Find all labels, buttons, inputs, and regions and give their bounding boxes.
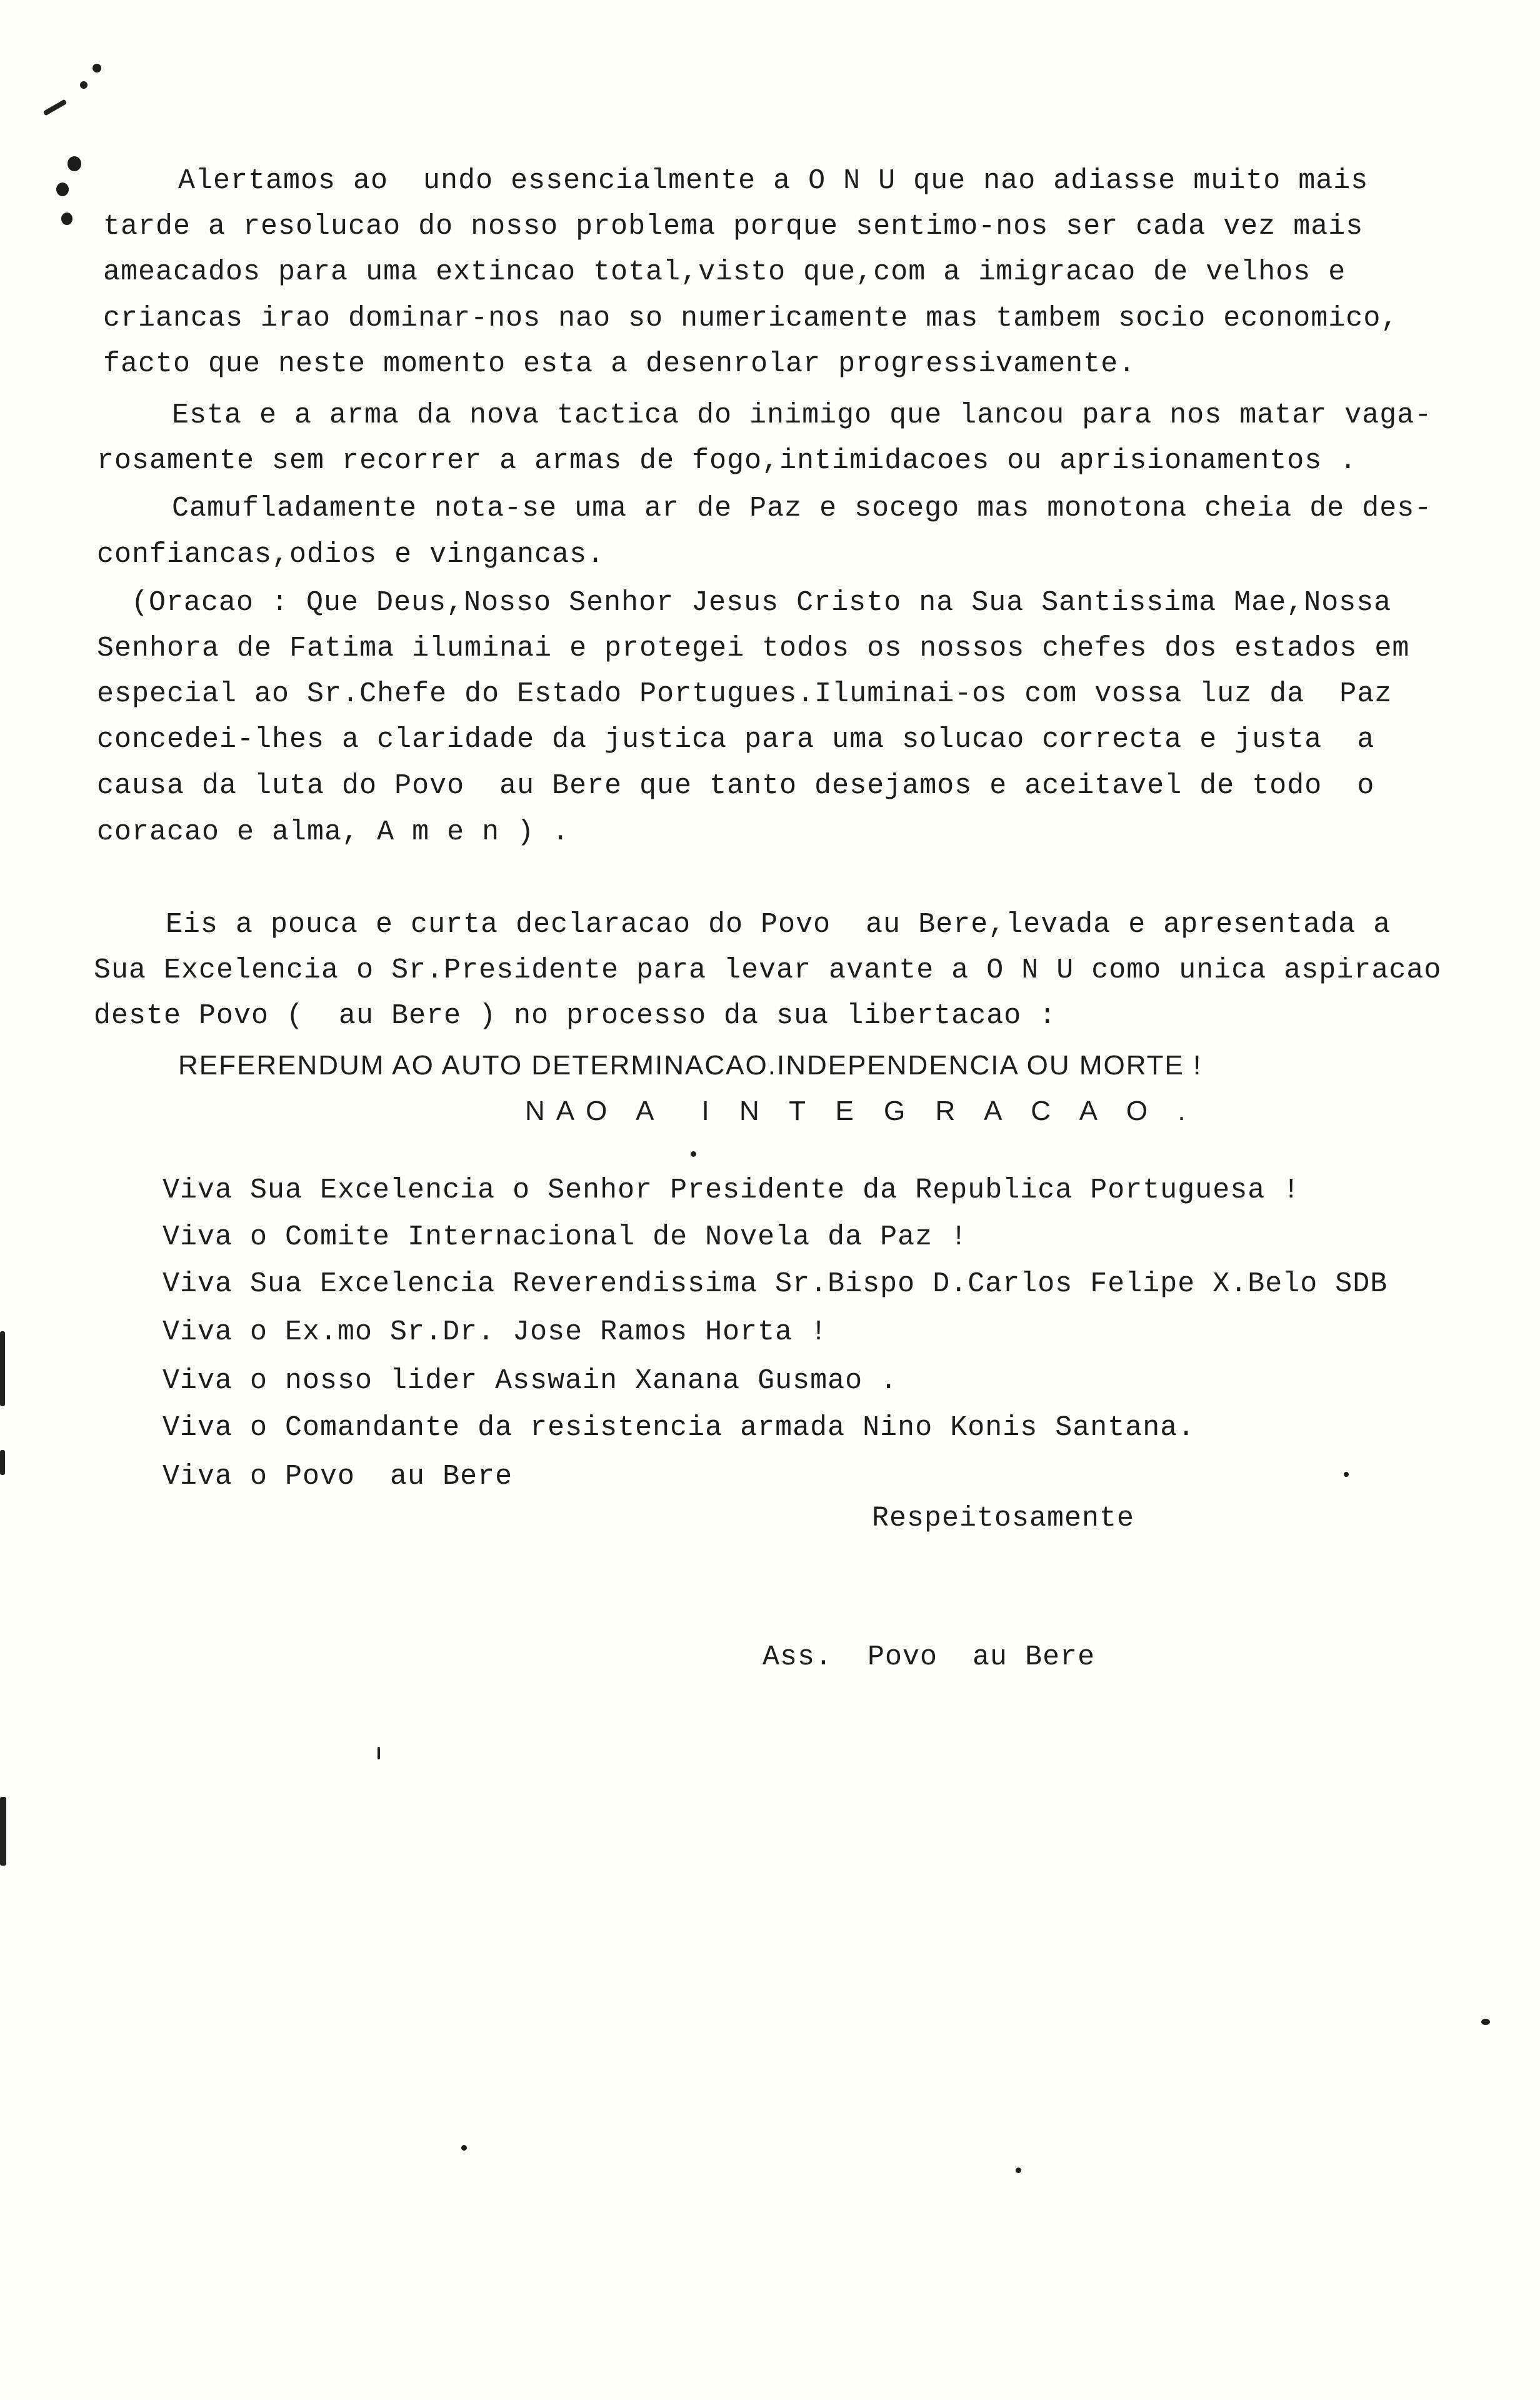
p4-line-1: (Oracao : Que Deus,Nosso Senhor Jesus Cristo na Sua Santissima Mae,Nossa xyxy=(131,587,1392,619)
speck-mark xyxy=(1344,1472,1349,1477)
speck-mark xyxy=(80,81,88,89)
closing-signature: Ass. Povo au Bere xyxy=(762,1641,1096,1673)
speck-mark xyxy=(461,2145,467,2151)
closing-respeitosamente: Respeitosamente xyxy=(872,1502,1135,1534)
p5-line-1: Eis a pouca e curta declaracao do Povo au Bere,levada e apresentada a xyxy=(166,909,1391,941)
p4-line-4: concedei-lhes a claridade da justica para uma solucao correcta e justa a xyxy=(97,724,1375,756)
punch-hole-mark xyxy=(68,156,81,171)
p1-line-2: tarde a resolucao do nosso problema porque sentimo-nos ser cada vez mais xyxy=(103,211,1364,242)
p4-line-6: coracao e alma, A m e n ) . xyxy=(97,816,570,848)
viva-7: Viva o Povo au Bere xyxy=(162,1461,513,1492)
p1-line-4: criancas irao dominar-nos nao so numericamente mas tambem socio economico, xyxy=(103,302,1399,334)
viva-3: Viva Sua Excelencia Reverendissima Sr.Bispo D.Carlos Felipe X.Belo SDB xyxy=(162,1268,1388,1300)
p4-line-3: especial ao Sr.Chefe do Estado Portugues.Iluminai-os com vossa luz da Paz xyxy=(97,678,1392,710)
p4-line-5: causa da luta do Povo au Bere que tanto desejamos e aceitavel de todo o xyxy=(97,770,1375,802)
speck-mark xyxy=(43,99,68,116)
p2-line-1: Esta e a arma da nova tactica do inimigo que lancou para nos matar vaga- xyxy=(172,399,1432,431)
viva-6: Viva o Comandante da resistencia armada Nino Konis Santana. xyxy=(162,1412,1196,1444)
edge-mark xyxy=(0,1450,5,1475)
edge-mark xyxy=(0,1331,5,1406)
punch-hole-mark xyxy=(61,212,72,225)
edge-mark xyxy=(0,1797,6,1866)
slogan-referendum: REFERENDUM AO AUTO DETERMINACAO.INDEPENDENCIA OU MORTE ! xyxy=(178,1050,1202,1081)
p5-line-3: deste Povo ( au Bere ) no processo da sua libertacao : xyxy=(94,1000,1057,1032)
p1-line-3: ameacados para uma extincao total,visto que,com a imigracao de velhos e xyxy=(103,256,1346,288)
p1-line-1: Alertamos ao undo essencialmente a O N U que nao adiasse muito mais xyxy=(178,165,1369,197)
p3-line-2: confiancas,odios e vingancas. xyxy=(97,539,605,571)
p2-line-2: rosamente sem recorrer a armas de fogo,intimidacoes ou aprisionamentos . xyxy=(97,445,1358,477)
p1-line-5: facto que neste momento esta a desenrolar progressivamente. xyxy=(103,348,1136,380)
speck-mark xyxy=(691,1151,696,1157)
p4-line-2: Senhora de Fatima iluminai e protegei todos os nossos chefes dos estados em xyxy=(97,632,1410,664)
speck-mark xyxy=(378,1747,380,1759)
viva-4: Viva o Ex.mo Sr.Dr. Jose Ramos Horta ! xyxy=(162,1316,828,1348)
viva-1: Viva Sua Excelencia o Senhor Presidente da Republica Portuguesa ! xyxy=(162,1174,1301,1206)
viva-2: Viva o Comite Internacional de Novela da Paz ! xyxy=(162,1221,968,1253)
p3-line-1: Camufladamente nota-se uma ar de Paz e socego mas monotona cheia de des- xyxy=(172,492,1432,524)
p5-line-2: Sua Excelencia o Sr.Presidente para levar avante a O N U como unica aspiracao xyxy=(94,954,1442,986)
punch-hole-mark xyxy=(56,182,69,196)
speck-mark xyxy=(1481,2019,1490,2025)
slogan-nao-integracao: NAO A I N T E G R A C A O . xyxy=(525,1096,1197,1126)
speck-mark xyxy=(1016,2168,1021,2173)
viva-5: Viva o nosso lider Asswain Xanana Gusmao . xyxy=(162,1365,898,1397)
speck-mark xyxy=(92,64,101,72)
